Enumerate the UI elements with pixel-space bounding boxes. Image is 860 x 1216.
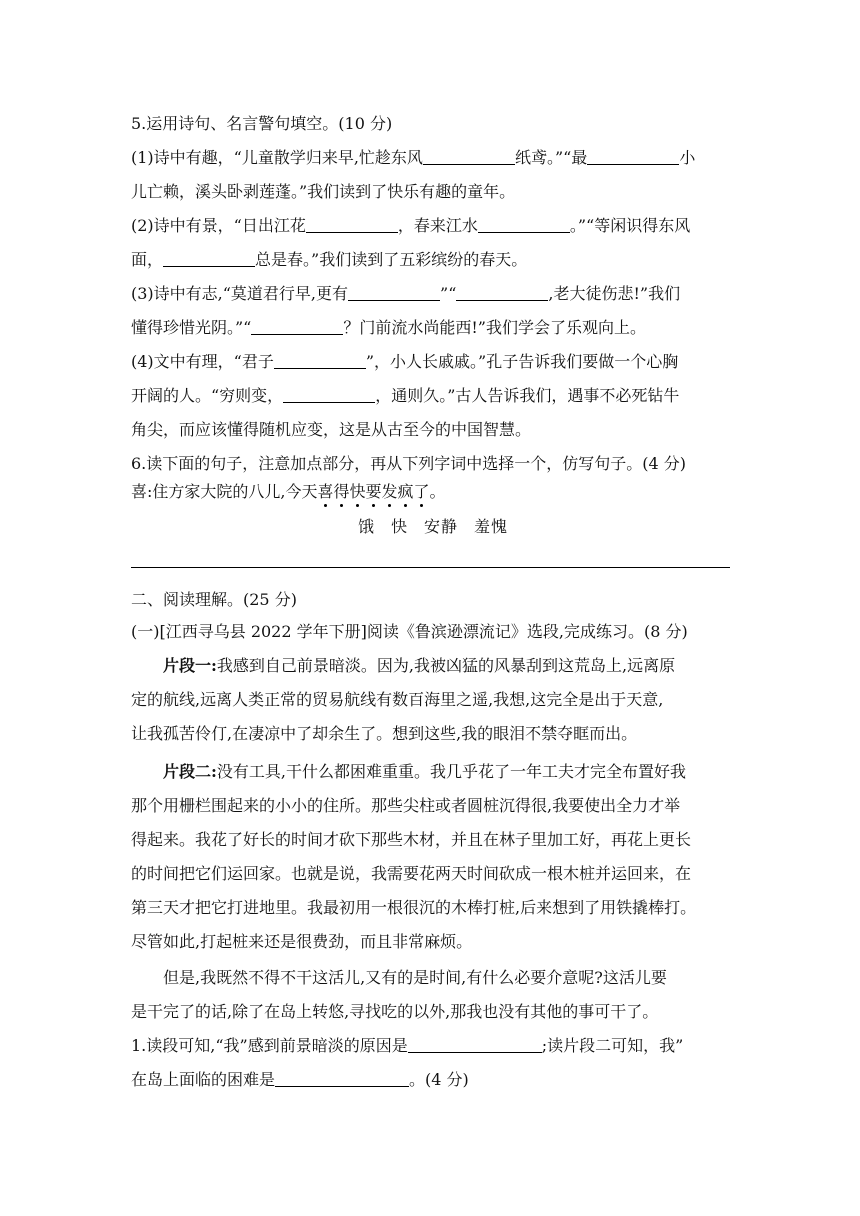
answer-blank[interactable] — [251, 317, 343, 335]
emphasis-dot — [404, 504, 407, 507]
fragment2-line1: 片段二:没有工具,干什么都困难重重。我几乎花了一年工夫才完全布置好我 — [163, 762, 687, 781]
answer-blank[interactable] — [283, 385, 375, 403]
q5-item1-line1: (1)诗中有趣，“儿童散学归来早,忙趁东风 纸鸢。”“最 小 — [131, 148, 696, 167]
answer-blank[interactable] — [275, 1069, 409, 1087]
q6-example: 喜:住方家大院的八儿,今天喜得快要发疯了 。 — [131, 481, 446, 503]
q5-title: 5.运用诗句、名言警句填空。(10 分) — [131, 114, 393, 133]
emphasis-dot — [372, 504, 375, 507]
answer-blank[interactable] — [423, 147, 515, 165]
q5-item4-line1: (4)文中有理，“君子 ”，小人长戚戚。”孔子告诉我们要做一个心胸 — [131, 352, 679, 371]
fragment1-line2: 定的航线,远离人类正常的贸易航线有数百海里之遥,我想,这完全是出于天意, — [131, 690, 664, 709]
q5-item4-line3: 角尖，而应该懂得随机应变，这是从古至今的中国智慧。 — [131, 420, 532, 439]
q5-item2-line2: 面， 总是春。”我们读到了五彩缤纷的春天。 — [131, 250, 528, 269]
answer-blank[interactable] — [408, 1035, 542, 1053]
fragment2-label: 片段二: — [163, 762, 217, 781]
fragment2-line5: 第三天才把它打进地里。我最初用一根很沉的木棒打桩,后来想到了用铁撬棒打。 — [131, 898, 697, 917]
answer-blank[interactable] — [456, 283, 548, 301]
answer-blank[interactable] — [587, 147, 679, 165]
section2-title: 二、阅读理解。(25 分) — [131, 590, 297, 609]
fragment2-line4: 的时间把它们运回家。也就是说，我需要花两天时间砍成一根木桩并运回来，在 — [131, 864, 692, 883]
emphasis-dot — [420, 504, 423, 507]
paragraph3-line1: 但是,我既然不得不干这活儿,又有的是时间,有什么必要介意呢?这活儿要 — [163, 968, 667, 987]
answer-line[interactable] — [131, 567, 730, 568]
fragment2-line2: 那个用栅栏围起来的小小的住所。那些尖柱或者圆桩沉得很,我要使出全力才举 — [131, 796, 681, 815]
answer-blank[interactable] — [163, 249, 255, 267]
emphasis-dot — [340, 504, 343, 507]
emphasis-dot — [324, 504, 327, 507]
q6-options — [358, 516, 524, 538]
q6-title: 6.读下面的句子，注意加点部分，再从下列字词中选择一个，仿写句子。(4 分) — [131, 454, 687, 473]
dotted-emphasis: 喜得快要发疯了 — [317, 482, 429, 501]
emphasis-dot — [356, 504, 359, 507]
reading-part1-title: (一)[江西寻乌县 2022 学年下册]阅读《鲁滨逊漂流记》选段,完成练习。(8 分) — [131, 622, 688, 641]
option-word: 安静 — [424, 517, 459, 536]
q5-item1-line2: 儿亡赖，溪头卧剥莲蓬。”我们读到了快乐有趣的童年。 — [131, 182, 516, 201]
answer-blank[interactable] — [274, 351, 366, 369]
emphasis-dot — [388, 504, 391, 507]
answer-blank[interactable] — [478, 215, 570, 233]
fragment2-line3: 得起来。我花了好长的时间才砍下那些木材，并且在林子里加工好，再花上更长 — [131, 830, 692, 849]
q5-item3-line2: 懂得珍惜光阴。”“ ？门前流水尚能西!”我们学会了乐观向上。 — [131, 318, 646, 337]
option-word: 饿 — [358, 517, 376, 536]
q5-item3-line1: (3)诗中有志,“莫道君行早,更有 ”“ ,老大徒伤悲!”我们 — [131, 284, 681, 303]
q5-item2-line1: (2)诗中有景，“日出江花 ，春来江水 。”“等闲识得东风 — [131, 216, 691, 235]
answer-blank[interactable] — [348, 283, 440, 301]
option-word: 快 — [391, 517, 409, 536]
q5-item4-line2: 开阔的人。“穷则变， ，通则久。”古人告诉我们，遇事不必死钻牛 — [131, 386, 680, 405]
fragment2-line6: 尽管如此,打起桩来还是很费劲，而且非常麻烦。 — [131, 932, 473, 951]
answer-blank[interactable] — [306, 215, 398, 233]
option-word: 羞愧 — [474, 517, 509, 536]
reading-q1-line2: 在岛上面临的困难是 。(4 分) — [131, 1070, 469, 1089]
fragment1-label: 片段一: — [163, 656, 217, 675]
fragment1-line3: 让我孤苦伶仃,在凄凉中了却余生了。想到这些,我的眼泪不禁夺眶而出。 — [131, 724, 638, 743]
fragment1-line1: 片段一:我感到自己前景暗淡。因为,我被凶猛的风暴刮到这荒岛上,远离原 — [163, 656, 676, 675]
paragraph3-line2: 是干完了的话,除了在岛上转悠,寻找吃的以外,那我也没有其他的事可干了。 — [131, 1002, 659, 1021]
reading-q1-line1: 1.读段可知,“我”感到前景暗淡的原因是 ;读片段二可知，我” — [131, 1036, 684, 1055]
